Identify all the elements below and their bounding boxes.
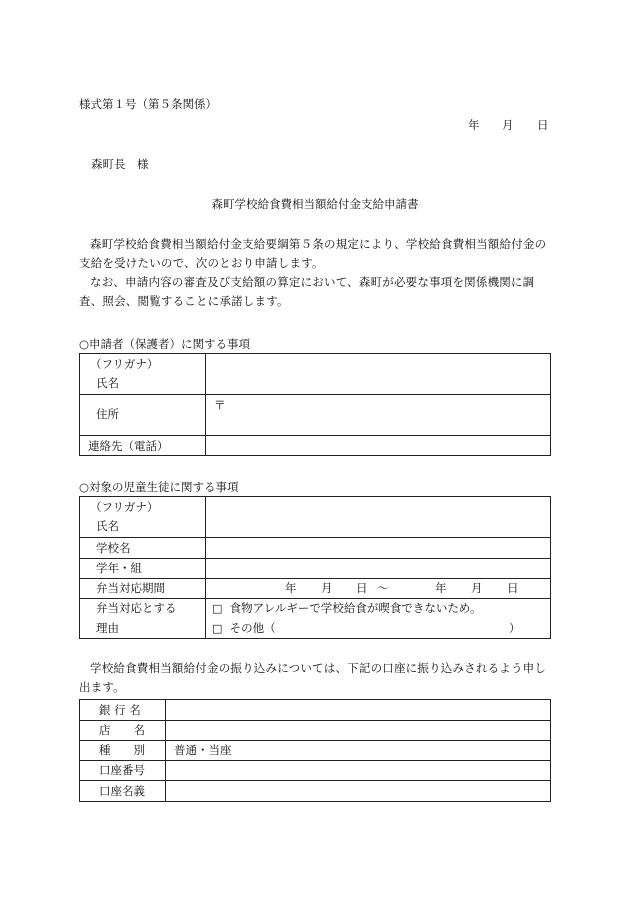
- applicant-name-field[interactable]: [207, 356, 549, 393]
- account-holder-field[interactable]: [167, 782, 549, 800]
- student-name-field[interactable]: [207, 499, 549, 536]
- account-number-field[interactable]: [167, 762, 549, 779]
- student-furigana-label: （フリガナ）: [90, 500, 159, 514]
- applicant-name-label: 氏名: [96, 376, 119, 390]
- addressee: 森町長 様: [91, 157, 149, 171]
- school-name-label: 学校名: [96, 541, 131, 555]
- account-type-label: 種 別: [99, 743, 145, 757]
- period-start-month: 月: [321, 581, 333, 595]
- applicant-address-label: 住所: [96, 407, 119, 421]
- period-start-day: 日: [356, 581, 368, 595]
- other-option-label: その他（: [229, 621, 276, 635]
- period-end-year: 年: [435, 581, 447, 595]
- postal-mark: 〒: [214, 398, 226, 412]
- bento-reason-label-line1: 弁当対応とする: [96, 601, 177, 615]
- account-type-value[interactable]: 普通・当座: [174, 743, 232, 757]
- school-name-field[interactable]: [207, 539, 549, 557]
- form-number: 様式第１号（第５条関係）: [79, 97, 217, 111]
- period-end-month: 月: [471, 581, 483, 595]
- bank-name-label: 銀 行 名: [99, 703, 141, 717]
- date-year-label: 年: [468, 118, 480, 132]
- period-end-day: 日: [507, 581, 519, 595]
- branch-name-field[interactable]: [167, 722, 549, 739]
- allergy-option-label: 食物アレルギーで学校給食が喫食できないため。: [229, 601, 482, 615]
- bank-table: [79, 699, 551, 802]
- student-table: [79, 496, 551, 639]
- reason-option-allergy[interactable]: [212, 603, 481, 615]
- bank-statement: 学校給食費相当額給付金の振り込みについては、下記の口座に振り込みされるよう申し出ます。: [79, 661, 547, 694]
- intro-text: [79, 235, 551, 311]
- date-month-label: 月: [502, 118, 514, 132]
- applicant-section-heading: ○申請者（保護者）に関する事項: [79, 337, 251, 351]
- other-closing-paren: ）: [509, 621, 521, 635]
- period-separator: ～: [377, 581, 389, 595]
- applicant-table: [79, 353, 551, 456]
- intro-paragraph-1: 森町学校給食費相当額給付金支給要綱第５条の規定により、学校給食費相当額給付金の支給を受けたいので、次のとおり申請します。: [79, 237, 547, 270]
- document-title: 森町学校給食費相当額給付金支給申請書: [211, 197, 419, 211]
- period-start-year: 年: [285, 581, 297, 595]
- applicant-phone-field[interactable]: [207, 437, 549, 454]
- account-holder-label: 口座名義: [99, 784, 145, 798]
- branch-name-label: 店 名: [99, 723, 145, 737]
- bento-period-label: 弁当対応期間: [96, 581, 165, 595]
- grade-class-label: 学年・組: [96, 561, 142, 575]
- other-checkbox[interactable]: □: [212, 622, 223, 635]
- applicant-address-field[interactable]: [207, 396, 549, 434]
- bento-reason-label-line2: 理由: [96, 621, 119, 635]
- student-section-heading: ○対象の児童生徒に関する事項: [79, 480, 239, 494]
- other-reason-field[interactable]: [256, 619, 504, 637]
- applicant-phone-label: 連絡先（電話）: [88, 439, 169, 453]
- date-day-label: 日: [537, 118, 549, 132]
- student-name-label: 氏名: [96, 519, 119, 533]
- account-number-label: 口座番号: [99, 763, 145, 777]
- intro-paragraph-2: なお、申請内容の審査及び支給額の算定において、森町が必要な事項を関係機関に調査、照会、閲覧することに承諾します。: [79, 275, 535, 308]
- allergy-checkbox[interactable]: □: [212, 602, 223, 615]
- applicant-furigana-label: （フリガナ）: [90, 357, 159, 371]
- grade-class-field[interactable]: [207, 560, 549, 577]
- bank-name-field[interactable]: [167, 702, 549, 719]
